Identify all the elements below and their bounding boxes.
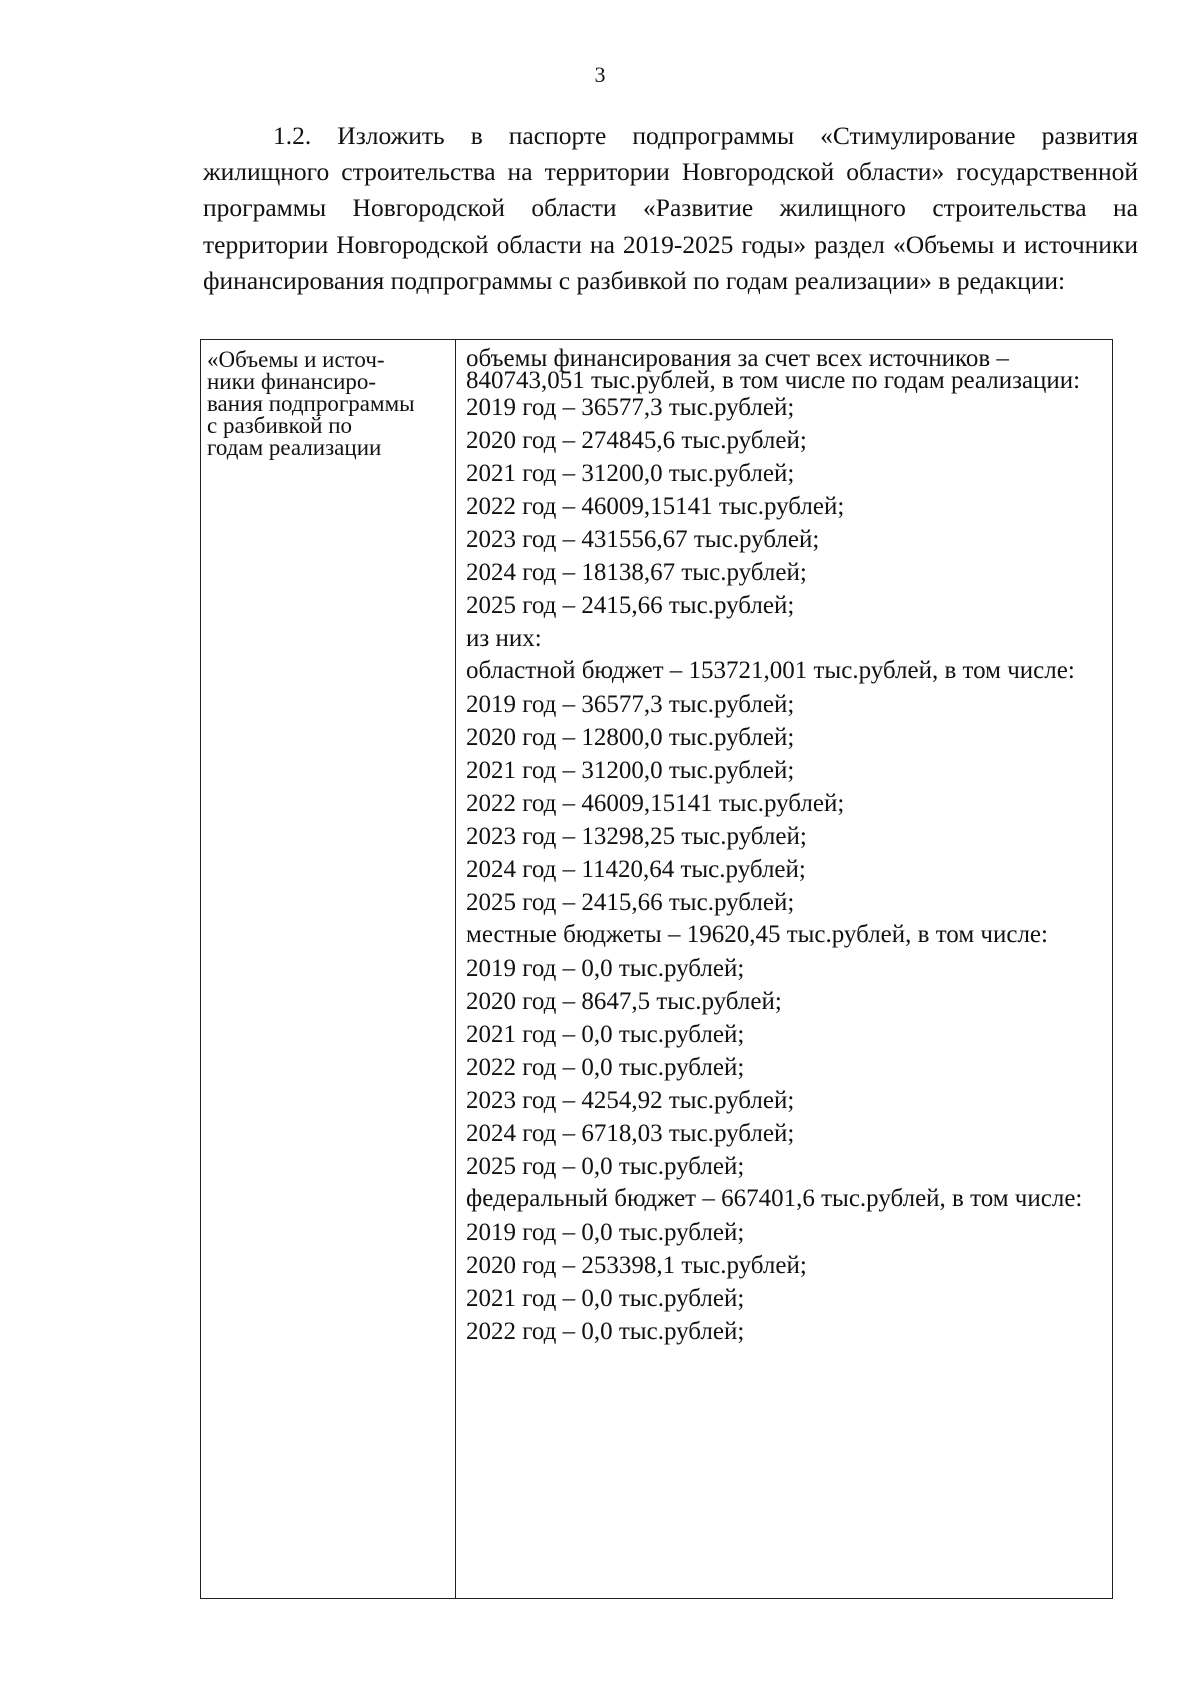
funding-year-entry: 2024 год – 18138,67 тыс.рублей; <box>466 559 807 586</box>
intro-paragraph: 1.2. Изложить в паспорте подпрограммы «Стимулирование развития жилищного строительства на территории Новгородской области» государственной программы Новгородской области «Развитие жилищного строительства на территории Новгородской области на 2019-2025 годы» раздел «Объемы и источники финансирования подпрограммы с разбивкой по годам реализации» в редакции: <box>203 121 1138 295</box>
funding-year-entry: 2023 год – 431556,67 тыс.рублей; <box>466 526 820 553</box>
funding-year-entry: 2020 год – 274845,6 тыс.рублей; <box>466 427 807 454</box>
funding-year-entry: 2020 год – 12800,0 тыс.рублей; <box>466 724 795 751</box>
intro-section <box>203 118 1138 299</box>
local-budget-entry: местные бюджеты – 19620,45 тыс.рублей, в том числе: <box>466 921 1048 948</box>
left-cell-line: ники финансиро- <box>207 369 377 394</box>
funding-year-entry: 2019 год – 36577,3 тыс.рублей; <box>466 691 795 718</box>
left-cell-line: годам реализации <box>207 435 382 460</box>
funding-year-entry: 2021 год – 0,0 тыс.рублей; <box>466 1285 745 1312</box>
funding-year-entry: 2020 год – 8647,5 тыс.рублей; <box>466 988 782 1015</box>
funding-year-entry: 2019 год – 36577,3 тыс.рублей; <box>466 394 795 421</box>
funding-year-entry: 2021 год – 0,0 тыс.рублей; <box>466 1021 745 1048</box>
left-cell-line: вания подпрограммы <box>207 391 415 416</box>
funding-year-entry: 2023 год – 13298,25 тыс.рублей; <box>466 823 807 850</box>
funding-year-entry: 2021 год – 31200,0 тыс.рублей; <box>466 757 795 784</box>
left-cell-line: с разбивкой по <box>207 413 352 438</box>
federal-budget-entry: федеральный бюджет – 667401,6 тыс.рублей, в том числе: <box>466 1185 1083 1212</box>
funding-year-entry: 2022 год – 0,0 тыс.рублей; <box>466 1318 745 1345</box>
funding-year-entry: 2019 год – 0,0 тыс.рублей; <box>466 1219 745 1246</box>
left-cell-line: «Объемы и источ- <box>207 347 385 372</box>
funding-year-entry: 2025 год – 2415,66 тыс.рублей; <box>466 592 795 619</box>
table-right-cell <box>456 340 1112 1598</box>
page-number: 3 <box>594 62 606 87</box>
funding-total-entry: объемы финансирования за счет всех источников – 840743,051 тыс.рублей, в том числе по годам реализации: <box>466 345 1081 394</box>
funding-year-entry: 2019 год – 0,0 тыс.рублей; <box>466 955 745 982</box>
funding-year-entry: 2024 год – 11420,64 тыс.рублей; <box>466 856 806 883</box>
table-left-cell <box>201 340 456 1598</box>
funding-year-entry: 2023 год – 4254,92 тыс.рублей; <box>466 1087 795 1114</box>
funding-year-entry: 2021 год – 31200,0 тыс.рублей; <box>466 460 795 487</box>
passport-table <box>200 339 1113 1599</box>
funding-year-entry: 2022 год – 46009,15141 тыс.рублей; <box>466 493 845 520</box>
funding-subheading: из них: <box>466 625 542 652</box>
funding-year-entry: 2024 год – 6718,03 тыс.рублей; <box>466 1120 795 1147</box>
funding-year-entry: 2020 год – 253398,1 тыс.рублей; <box>466 1252 807 1279</box>
funding-year-entry: 2022 год – 46009,15141 тыс.рублей; <box>466 790 845 817</box>
funding-year-entry: 2022 год – 0,0 тыс.рублей; <box>466 1054 745 1081</box>
funding-year-entry: 2025 год – 2415,66 тыс.рублей; <box>466 889 795 916</box>
regional-budget-entry: областной бюджет – 153721,001 тыс.рублей, в том числе: <box>466 657 1075 684</box>
funding-year-entry: 2025 год – 0,0 тыс.рублей; <box>466 1153 745 1180</box>
